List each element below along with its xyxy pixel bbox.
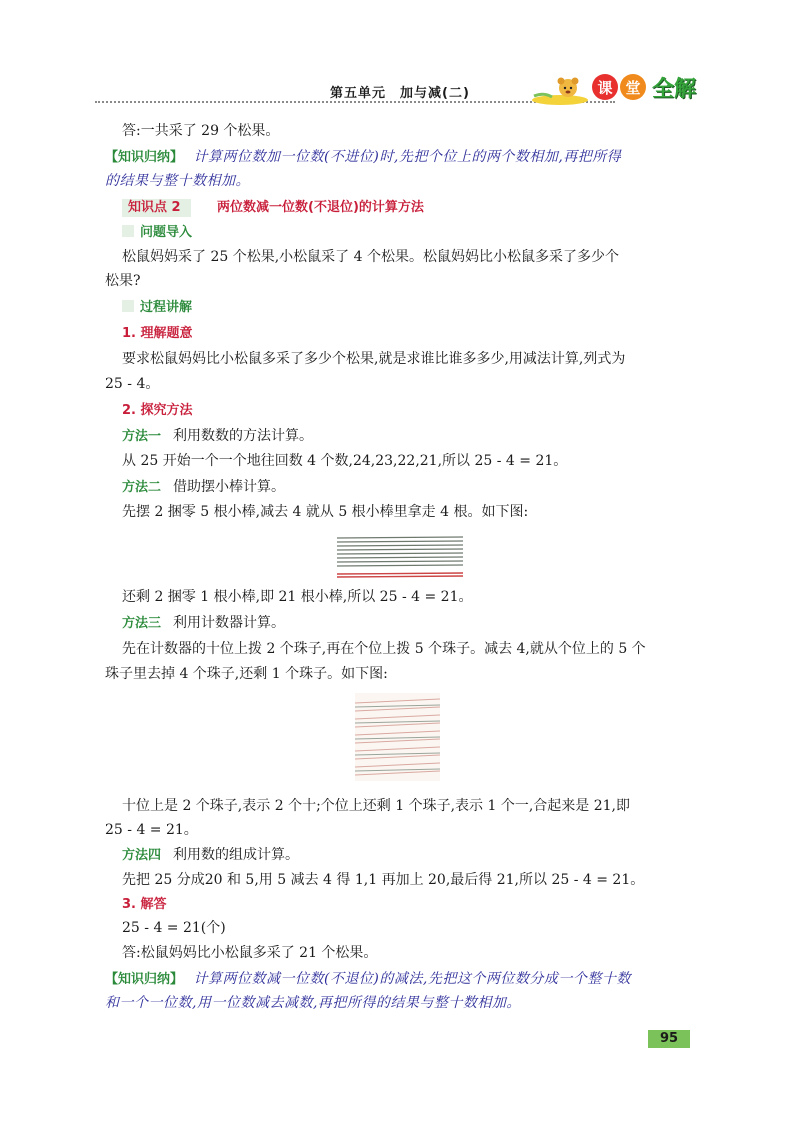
knowledge-point-badge: 知识点 2 xyxy=(122,199,191,217)
knowledge-point-title: 两位数减一位数(不退位)的计算方法 xyxy=(217,200,424,215)
method-3-result-1: 十位上是 2 个珠子,表示 2 个十;个位上还剩 1 个珠子,表示 1 个一,合起来是 21,即 xyxy=(122,798,631,814)
method-3-detail-1: 先在计数器的十位上拨 2 个珠子,再在个位上拨 5 个珠子。减去 4,就从个位上的 5 个 xyxy=(122,641,646,657)
method-3-row xyxy=(122,614,695,633)
unit-title: 第五单元 加与减(二) xyxy=(330,86,470,101)
summary-tag: 【知识归纳】 xyxy=(105,150,184,165)
method-1-text: 利用数数的方法计算。 xyxy=(173,428,314,444)
sticks-figure xyxy=(335,532,465,582)
intro-heading: 问题导入 xyxy=(140,225,193,240)
step-1-text-2: 25 - 4。 xyxy=(105,376,160,392)
step-2-label xyxy=(122,401,695,420)
heading-square-icon xyxy=(122,300,134,312)
knowledge-point-heading xyxy=(122,198,695,217)
step-3-equation: 25 - 4 = 21(个) xyxy=(122,920,226,936)
method-3-label: 方法三 xyxy=(122,616,162,631)
method-3-result-2: 25 - 4 = 21。 xyxy=(105,822,198,838)
logo-char-quanjie: 全解 xyxy=(652,76,697,102)
step-1-label xyxy=(122,324,695,343)
method-3-detail-2: 珠子里去掉 4 个珠子,还剩 1 个珠子。如下图: xyxy=(105,666,388,682)
logo-char-tang: 堂 xyxy=(620,74,646,100)
counter-abacus-figure xyxy=(355,693,440,781)
step-1-label-text: 1. 理解题意 xyxy=(122,326,193,341)
method-1-label: 方法一 xyxy=(122,429,162,444)
method-2-label: 方法二 xyxy=(122,480,162,495)
summary-2-text-1: 计算两位数减一位数(不退位)的减法,先把这个两位数分成一个整十数 xyxy=(193,971,631,987)
bear-mascot-icon xyxy=(530,72,590,106)
intro-text-2: 松果? xyxy=(105,273,141,289)
process-heading: 过程讲解 xyxy=(140,300,193,315)
summary-1-text-1: 计算两位数加一位数(不进位)时,先把个位上的两个数相加,再把所得 xyxy=(193,149,622,165)
method-1-detail: 从 25 开始一个一个地往回数 4 个数,24,23,22,21,所以 25 - 4 = 21。 xyxy=(122,453,568,469)
method-4-detail: 先把 25 分成20 和 5,用 5 减去 4 得 1,1 再加上 20,最后得 21,所以 25 - 4 = 21。 xyxy=(122,872,645,888)
summary-2-line-1 xyxy=(105,970,695,989)
method-2-row xyxy=(122,478,695,497)
intro-heading-row xyxy=(122,223,695,242)
process-heading-row xyxy=(122,298,695,317)
answer-1: 答:一共采了 29 个松果。 xyxy=(122,123,280,139)
method-2-result: 还剩 2 捆零 1 根小棒,即 21 根小棒,所以 25 - 4 = 21。 xyxy=(122,589,473,605)
logo-char-ke: 课 xyxy=(592,74,618,100)
method-4-text: 利用数的组成计算。 xyxy=(173,847,300,863)
page-number: 95 xyxy=(648,1030,690,1048)
step-3-answer: 答:松鼠妈妈比小松鼠多采了 21 个松果。 xyxy=(122,945,378,961)
step-3-label-text: 3. 解答 xyxy=(122,897,167,912)
method-2-text: 借助摆小棒计算。 xyxy=(173,479,286,495)
method-3-text: 利用计数器计算。 xyxy=(173,615,286,631)
summary-2-line-2: 和一个一位数,用一位数减去减数,再把所得的结果与整十数相加。 xyxy=(105,995,521,1011)
summary-1-line-2: 的结果与整十数相加。 xyxy=(105,173,250,189)
step-2-label-text: 2. 探究方法 xyxy=(122,403,193,418)
heading-square-icon xyxy=(122,225,134,237)
method-4-row xyxy=(122,846,695,865)
method-2-detail: 先摆 2 捆零 5 根小棒,减去 4 就从 5 根小棒里拿走 4 根。如下图: xyxy=(122,504,529,520)
method-4-label: 方法四 xyxy=(122,848,162,863)
step-3-label xyxy=(122,895,695,914)
book-logo xyxy=(530,72,720,106)
summary-tag: 【知识归纳】 xyxy=(105,972,184,987)
method-1-row xyxy=(122,427,695,446)
summary-1-line-1 xyxy=(105,148,695,167)
step-1-text-1: 要求松鼠妈妈比小松鼠多采了多少个松果,就是求谁比谁多多少,用减法计算,列式为 xyxy=(122,351,626,367)
intro-text-1: 松鼠妈妈采了 25 个松果,小松鼠采了 4 个松果。松鼠妈妈比小松鼠多采了多少个 xyxy=(122,249,619,265)
